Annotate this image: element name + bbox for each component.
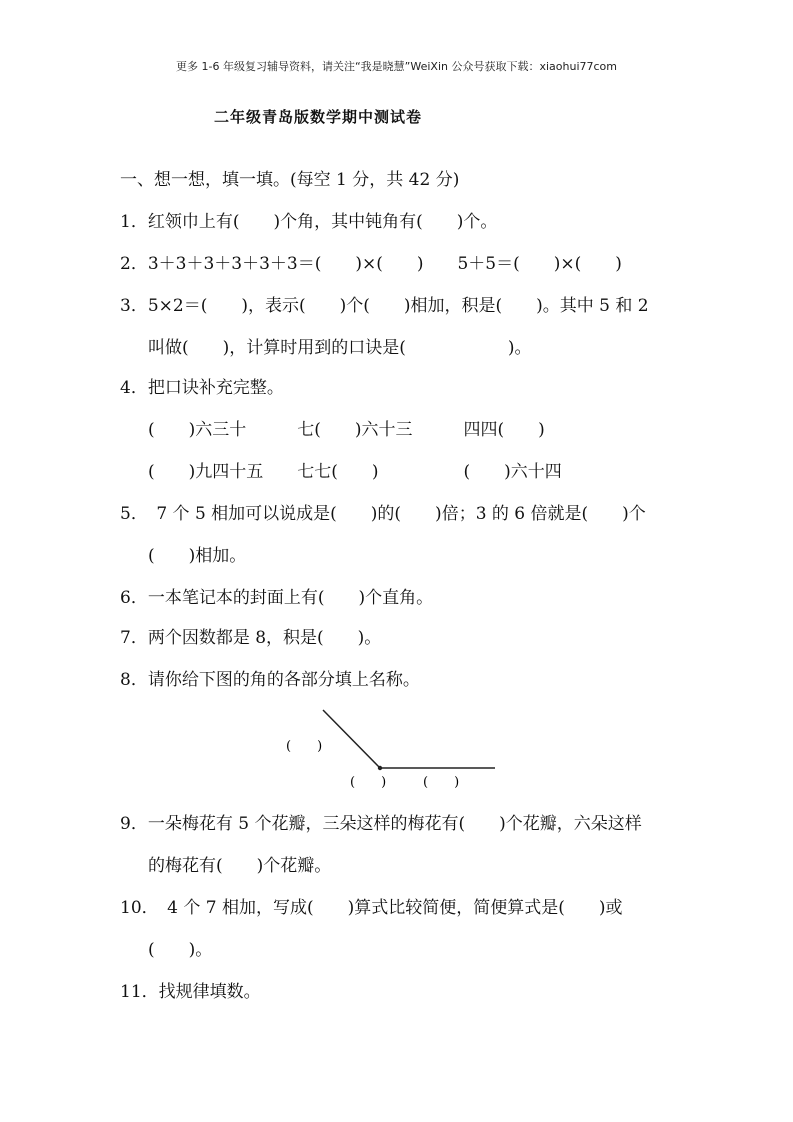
angle-label-vertex: ( ) — [350, 775, 387, 790]
question-8: 8．请你给下图的角的各部分填上名称。 — [120, 670, 420, 690]
header-note: 更多 1-6 年级复习辅导资料，请关注“我是晓慧”WeiXin 公众号获取下载：xiaohui77com — [176, 60, 617, 73]
question-10-line-2: ( )。 — [148, 940, 213, 960]
question-5-line-2: ( )相加。 — [148, 546, 247, 566]
question-2: 2．3＋3＋3＋3＋3＋3＝( )×( ) 5＋5＝( )×( ) — [120, 254, 622, 274]
angle-label-side-lower: ( ) — [423, 775, 460, 790]
question-11: 11．找规律填数。 — [120, 982, 261, 1002]
question-1: 1．红领巾上有( )个角，其中钝角有( )个。 — [120, 212, 498, 232]
question-4-row-2: ( )九四十五 七七( ) ( )六十四 — [148, 462, 562, 482]
angle-label-side: ( ) — [286, 739, 323, 754]
section-heading: 一、想一想，填一填。(每空 1 分，共 42 分) — [120, 170, 460, 190]
question-10-line-1: 10． 4 个 7 相加，写成( )算式比较简便，简便算式是( )或 — [120, 898, 623, 918]
question-7: 7．两个因数都是 8，积是( )。 — [120, 628, 382, 648]
question-4: 4．把口诀补充完整。 — [120, 378, 284, 398]
angle-vertex-dot — [378, 766, 382, 770]
page-title: 二年级青岛版数学期中测试卷 — [214, 108, 423, 126]
angle-diagram — [280, 700, 510, 800]
question-3-line-2: 叫做( )，计算时用到的口诀是( )。 — [148, 338, 532, 358]
question-9-line-1: 9．一朵梅花有 5 个花瓣，三朵这样的梅花有( )个花瓣，六朵这样 — [120, 814, 642, 834]
question-6: 6．一本笔记本的封面上有( )个直角。 — [120, 588, 434, 608]
question-4-row-1: ( )六三十 七( )六十三 四四( ) — [148, 420, 545, 440]
question-5-line-1: 5． 7 个 5 相加可以说成是( )的( )倍；3 的 6 倍就是( )个 — [120, 504, 646, 524]
angle-side-upper — [323, 710, 380, 768]
question-9-line-2: 的梅花有( )个花瓣。 — [148, 856, 332, 876]
question-3-line-1: 3．5×2＝( )，表示( )个( )相加，积是( )。其中 5 和 2 — [120, 296, 649, 316]
